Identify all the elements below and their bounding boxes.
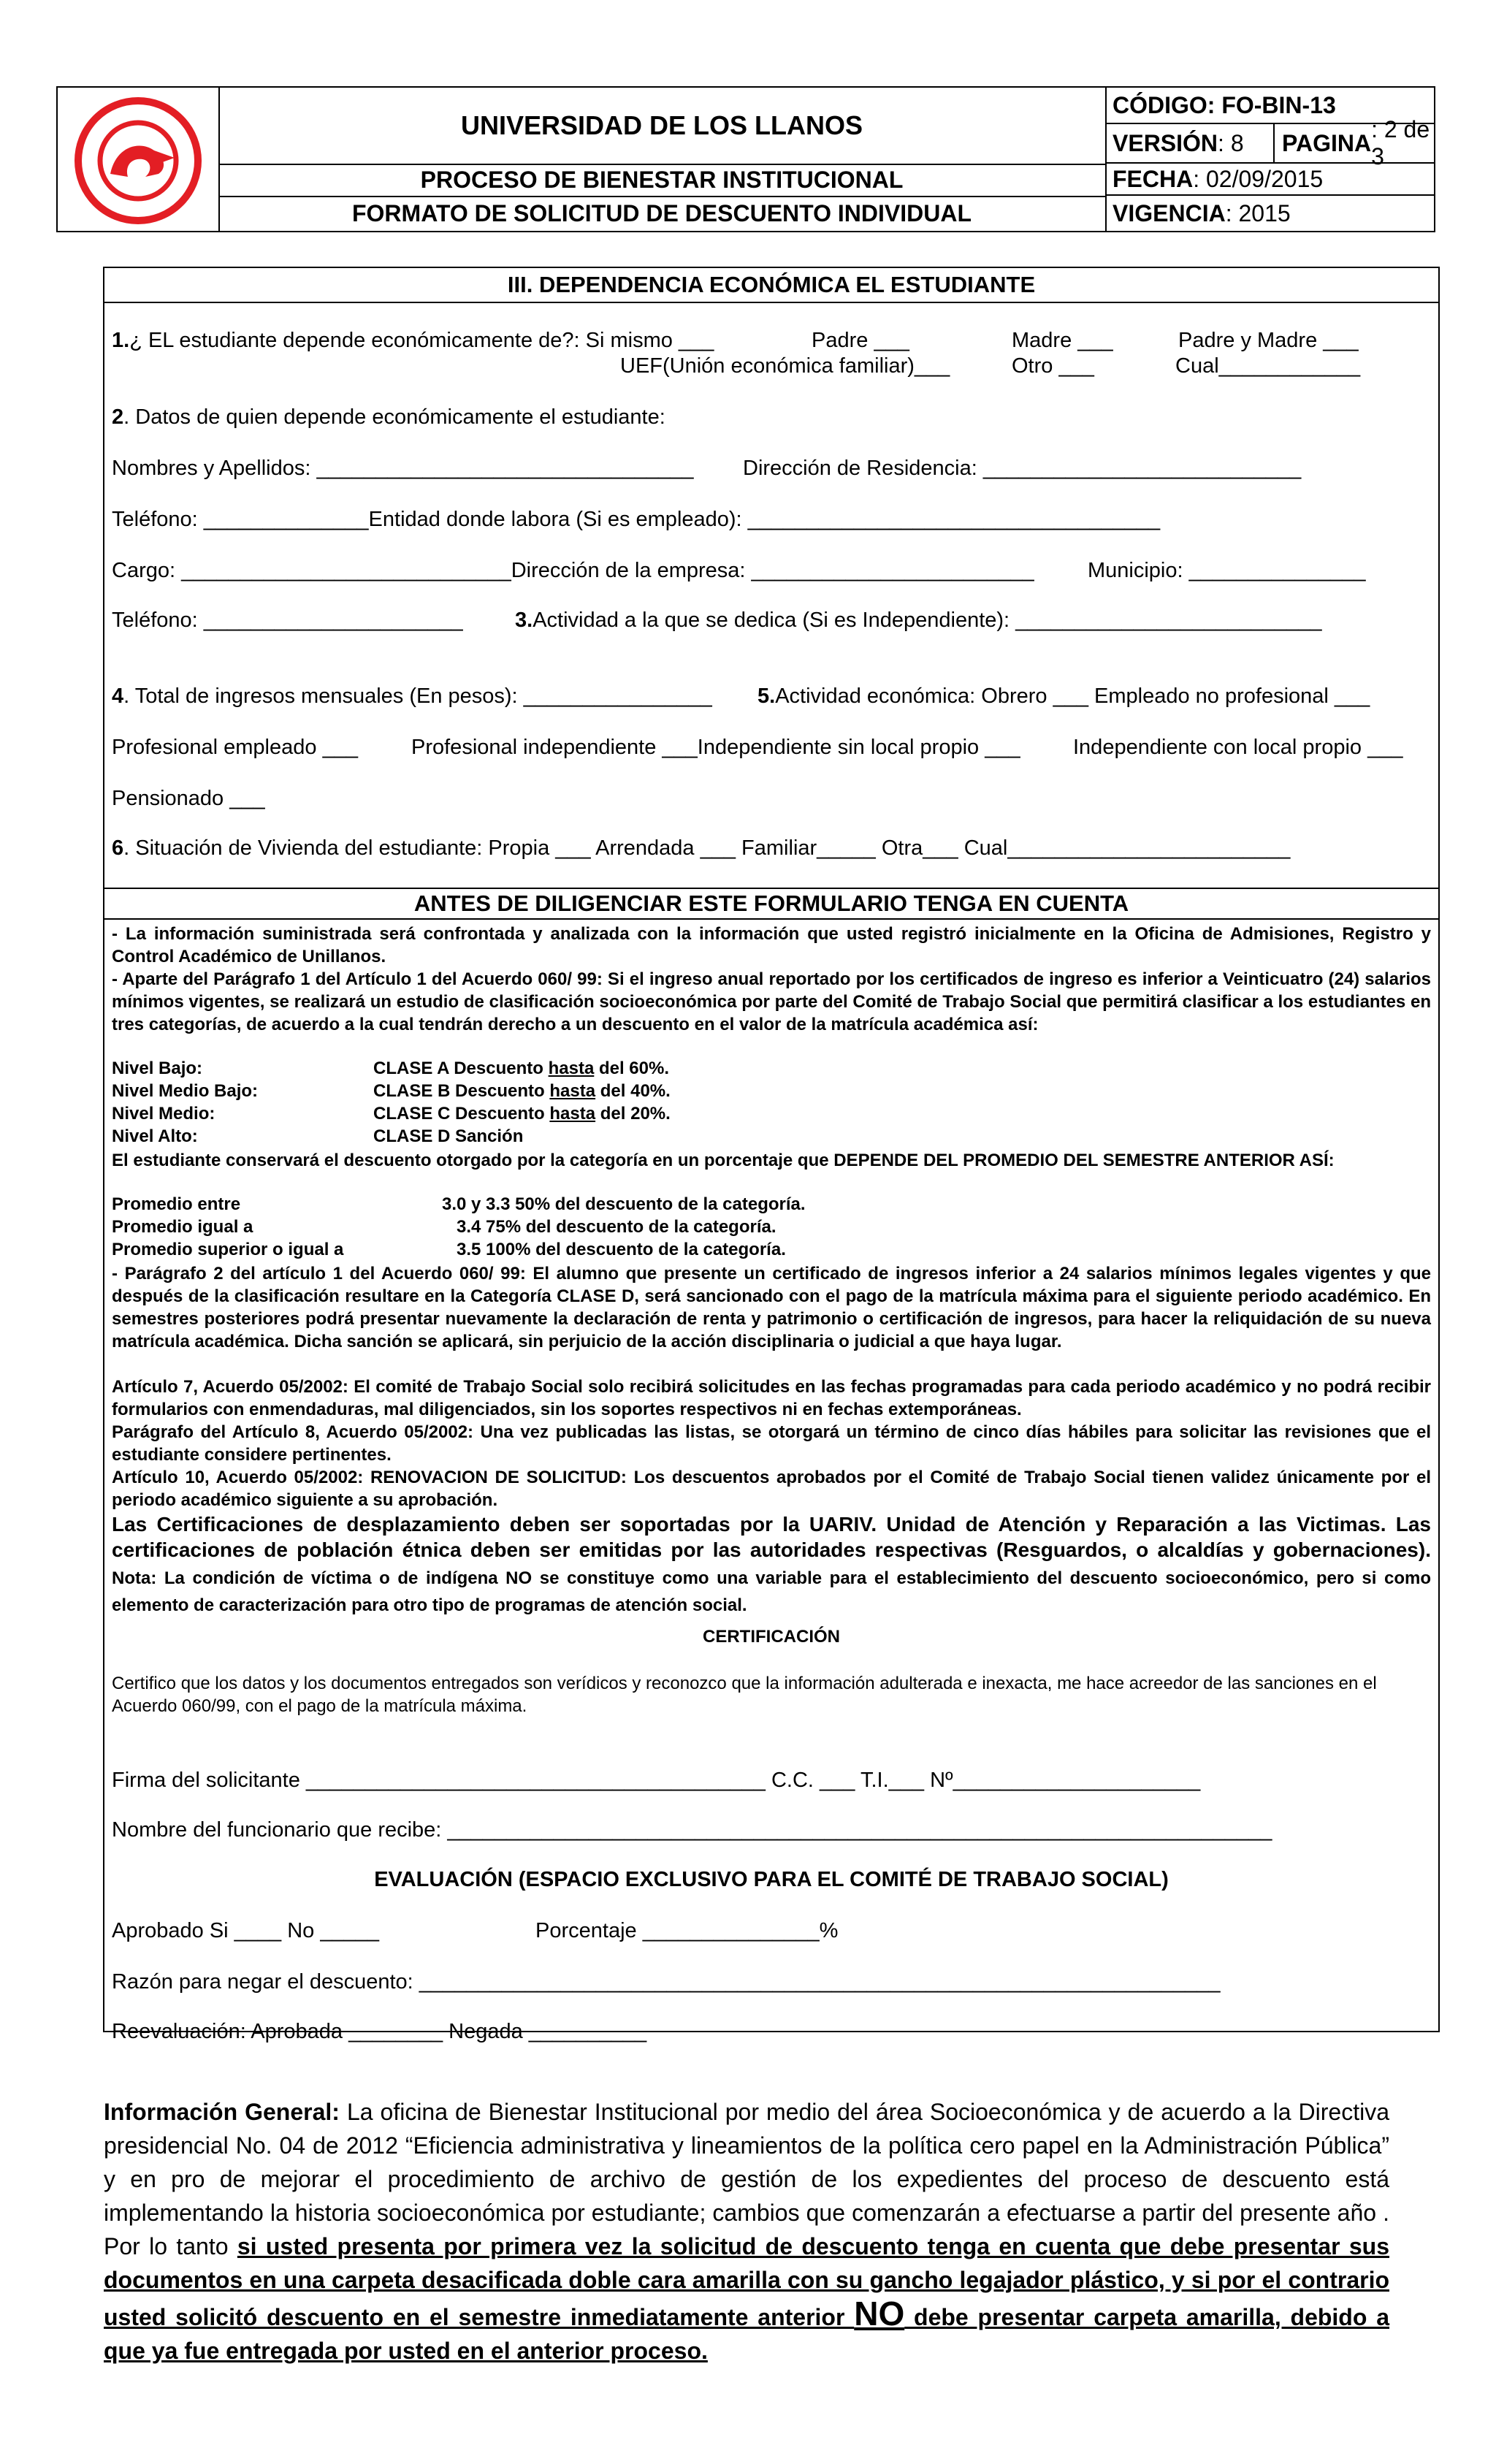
evaluacion-title: EVALUACIÓN (ESPACIO EXCLUSIVO PARA EL COMITÉ DE TRABAJO SOCIAL) <box>374 1868 1169 1891</box>
telefono-entidad-field[interactable]: Teléfono: ______________Entidad donde labora (Si es empleado): ___________________________________ <box>112 508 1161 531</box>
nivel-medio-bajo-label: Nivel Medio Bajo: <box>112 1081 259 1101</box>
fecha: FECHA : 02/09/2015 <box>1105 164 1434 196</box>
q1-madre[interactable]: Madre ___ <box>1012 329 1113 352</box>
general-info: Información General: La oficina de Bienestar Institucional por medio del área Socioeconómica y de acuerdo a la Directiva presidencial No. 04 de 2012 “Eficiencia administrativa y lineamientos de la política cero papel en la Administración Pública” y en pro de mejorar el procedimiento de archivo de gestión de los expedientes del proceso de descuento está implementando la historia socioeconómica por estudiante; cambios que comenzarán a efectuarse a partir del presente año . Por lo tanto si usted presenta por primera vez la solicitud de descuento tenga en cuenta que debe presentar sus documentos en una carpeta desacificada doble cara amarilla con su gancho legajador plástico, y si por el contrario usted solicitó descuento en el semestre inmediatamente anterior NO debe presentar carpeta amarilla, debido a que ya fue entregada por usted en el anterior proceso. <box>104 2099 1390 2364</box>
q1-padre-madre[interactable]: Padre y Madre ___ <box>1178 329 1359 352</box>
notice-title: ANTES DE DILIGENCIAR ESTE FORMULARIO TENGA EN CUENTA <box>104 888 1438 920</box>
nivel-medio-label: Nivel Medio: <box>112 1104 215 1124</box>
firma-field[interactable]: Firma del solicitante _______________________________________ C.C. ___ T.I.___ Nº_____________________ <box>112 1769 1201 1792</box>
codigo: CÓDIGO: FO-BIN-13 <box>1105 88 1434 124</box>
notice-p7: Artículo 10, Acuerdo 05/2002: RENOVACION DE SOLICITUD: Los descuentos aprobados por el Comité de Trabajo Social tienen validez únicamente por el periodo académico siguiente a su aprobación. <box>112 1468 1431 1510</box>
ind-local-propio[interactable]: Independiente con local propio ___ <box>1073 736 1403 759</box>
prof-empleado[interactable]: Profesional empleado ___ <box>112 736 358 759</box>
q5[interactable]: 5.Actividad económica: Obrero ___ Empleado no profesional ___ <box>757 684 1370 708</box>
title-cell <box>218 88 1107 231</box>
porcentaje-field[interactable]: Porcentaje _______________% <box>535 1919 839 1942</box>
nivel-bajo-value: CLASE A Descuento hasta del 60%. <box>373 1059 670 1078</box>
q4[interactable]: 4. Total de ingresos mensuales (En pesos): ________________ <box>112 684 712 708</box>
form-name: FORMATO DE SOLICITUD DE DESCUENTO INDIVIDUAL <box>351 199 972 226</box>
q3[interactable]: 3.Actividad a la que se dedica (Si es Independiente): __________________________ <box>515 609 1322 632</box>
funcionario-field[interactable]: Nombre del funcionario que recibe: ______________________________________________________________________ <box>112 1818 1272 1842</box>
aprobado-field[interactable]: Aprobado Si ____ No _____ <box>112 1919 380 1942</box>
certificacion-text: Certifico que los datos y los documentos entregados son verídicos y reconozco que la información adulterada e inexacta, me hace acreedor de las sanciones en el Acuerdo 060/99, con el pago de la matrícula máxima. <box>112 1674 1377 1716</box>
promedio2-value: 3.4 75% del descuento de la categoría. <box>457 1217 776 1237</box>
notice-p8: Las Certificaciones de desplazamiento deben ser soportadas por la UARIV. Unidad de Atención y Reparación a las Victimas. Las certificaciones de población étnica deben ser emitidas por las autoridades respectivas (Resguardos, o alcaldías y gobernaciones). Nota: La condición de víctima o de indígena NO se constituye como una variable para el establecimiento del descuento socioeconómico, pero si como elemento de caracterización para otro tipo de programas de atención social. <box>112 1513 1431 1615</box>
direccion-field[interactable]: Dirección de Residencia: ___________________________ <box>743 457 1302 480</box>
notice-p1: - La información suministrada será confrontada y analizada con la información que usted registró inicialmente en la Oficina de Admisiones, Registro y Control Académico de Unillanos. <box>112 924 1431 966</box>
prof-independiente[interactable]: Profesional independiente ___Independiente sin local propio ___ <box>411 736 1020 759</box>
vigencia: VIGENCIA : 2015 <box>1113 199 1291 226</box>
q2: 2. Datos de quien depende económicamente el estudiante: <box>112 405 665 429</box>
promedio3-value: 3.5 100% del descuento de la categoría. <box>457 1240 786 1259</box>
certificacion-title: CERTIFICACIÓN <box>703 1627 840 1647</box>
form-box <box>103 267 1440 2043</box>
nivel-alto-value: CLASE D Sanción <box>373 1126 524 1146</box>
q1-cual[interactable]: Cual____________ <box>1175 354 1361 378</box>
nivel-medio-value: CLASE C Descuento hasta del 20%. <box>373 1104 671 1124</box>
logo-cell <box>58 88 220 231</box>
notice-p4: - Parágrafo 2 del artículo 1 del Acuerdo 060/ 99: El alumno que presente un certificado de ingresos inferior a 24 salarios mínimos legales vigentes y que después de la clasificación resultare en la Categoría CLASE D, será sancionado con el pago de la matrícula máxima para el siguiente periodo académico. En semestres posteriores podrá presentar nuevamente la declaración de renta y patrimonio o certificación de ingresos, para hacer la reliquidación de su nueva matrícula académica. Dicha sanción se aplicará, sin perjuicio de la acción disciplinaria o judicial a que haya lugar. <box>112 1264 1431 1351</box>
notice-p6: Parágrafo del Artículo 8, Acuerdo 05/2002: Una vez publicadas las listas, se otorgará un término de cinco días hábiles para solicitar las revisiones que el estudiante considere pertinentes. <box>112 1422 1431 1465</box>
razon-field[interactable]: Razón para negar el descuento: ____________________________________________________________________ <box>112 1970 1221 1994</box>
q1-padre[interactable]: Padre ___ <box>812 329 909 352</box>
pensionado[interactable]: Pensionado ___ <box>112 787 265 810</box>
document-header <box>56 86 1435 232</box>
q6[interactable]: 6. Situación de Vivienda del estudiante: Propia ___ Arrendada ___ Familiar_____ Otra___ Cual________________________ <box>112 836 1291 860</box>
notice-p5: Artículo 7, Acuerdo 05/2002: El comité de Trabajo Social solo recibirá solicitudes en las fechas programadas para cada periodo académico y no podrá recibir formularios con enmendaduras, mal diligenciados, sin los soportes respectivos ni en fechas extemporáneas. <box>112 1377 1431 1419</box>
university-name: UNIVERSIDAD DE LOS LLANOS <box>218 88 1105 165</box>
telefono2-field[interactable]: Teléfono: ______________________ <box>112 609 463 632</box>
notice-p2: - Aparte del Parágrafo 1 del Artículo 1 del Acuerdo 060/ 99: Si el ingreso anual reportado por los certificados de ingreso es inferior a Veinticuatro (24) salarios mínimos vigentes, se realizará un estudio de clasificación socioeconómica por parte del Comité de Trabajo Social que permitirá clasificar a los estudiantes en tres categorías, de acuerdo a la cual tendrán derecho a un descuento en el valor de la matrícula académica así: <box>112 969 1431 1034</box>
unillanos-logo <box>58 88 218 231</box>
q1-line1: 1.¿ EL estudiante depende económicamente de?: Si mismo ___ <box>112 329 714 352</box>
q1-uef[interactable]: UEF(Unión económica familiar)___ <box>620 354 950 378</box>
section3-title: III. DEPENDENCIA ECONÓMICA EL ESTUDIANTE <box>104 268 1438 303</box>
promedio3-label: Promedio superior o igual a <box>112 1240 344 1259</box>
nivel-bajo-label: Nivel Bajo: <box>112 1059 203 1078</box>
cargo-field[interactable]: Cargo: ____________________________Dirección de la empresa: ________________________ <box>112 559 1034 582</box>
notice-p3: El estudiante conservará el descuento otorgado por la categoría en un porcentaje que DEPENDE DEL PROMEDIO DEL SEMESTRE ANTERIOR ASÍ: <box>112 1151 1335 1170</box>
nivel-alto-label: Nivel Alto: <box>112 1126 198 1146</box>
nivel-medio-bajo-value: CLASE B Descuento hasta del 40%. <box>373 1081 671 1101</box>
version: VERSIÓN : 8 <box>1105 124 1275 164</box>
nombres-field[interactable]: Nombres y Apellidos: ________________________________ <box>112 457 694 480</box>
process-name: PROCESO DE BIENESTAR INSTITUCIONAL <box>218 164 1105 197</box>
reevaluacion-field[interactable]: Reevaluación: Aprobada ________ Negada __________ <box>112 2020 647 2043</box>
municipio-field[interactable]: Municipio: _______________ <box>1088 559 1366 582</box>
q1-otro[interactable]: Otro ___ <box>1012 354 1094 378</box>
pagina: PAGINA : 2 de 3 <box>1275 124 1434 164</box>
promedio1-value: 3.0 y 3.3 50% del descuento de la categoría. <box>442 1194 806 1214</box>
promedio1-label: Promedio entre <box>112 1194 241 1214</box>
promedio2-label: Promedio igual a <box>112 1217 253 1237</box>
